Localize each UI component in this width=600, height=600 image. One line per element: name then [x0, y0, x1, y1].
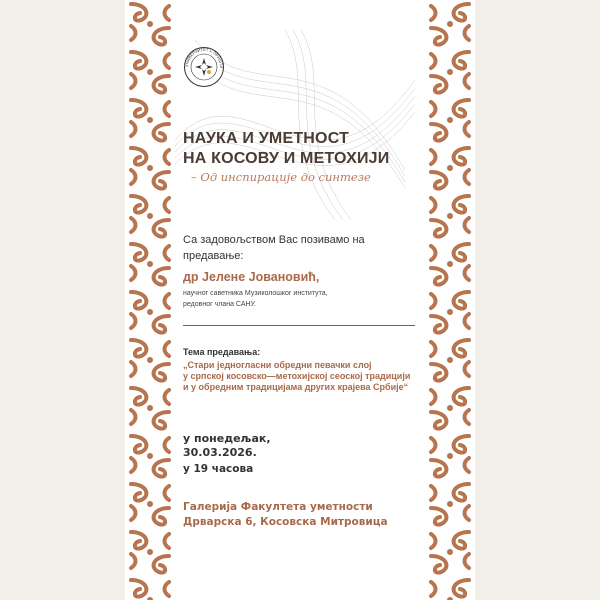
- speaker-name: др Јелене Јовановић,: [183, 270, 320, 284]
- venue: [183, 500, 388, 530]
- venue-name: Галерија Факултета уметности: [183, 501, 373, 513]
- event-day: у понедељак,: [183, 432, 271, 445]
- page-title: [183, 129, 389, 169]
- invitation-text: Са задовољством Вас позивамо на предавање:: [183, 234, 365, 262]
- event-time: у 19 часова: [183, 463, 254, 475]
- svg-text:УНИВЕРЗИТЕТ У ПРИШТИНИ: УНИВЕРЗИТЕТ У ПРИШТИ: [183, 46, 225, 69]
- subtitle: – Од инспирације до синтезе: [191, 170, 371, 184]
- venue-address: Дрварска 6, Косовска Митровица: [183, 516, 388, 528]
- topic-line-2: у српској косовско—метохијској сеоској традицији: [183, 371, 411, 381]
- topic-line-1: „Стари једногласни обредни певачки слој: [183, 360, 372, 370]
- invitation-card: [125, 0, 475, 600]
- speaker-role-line-1: научног саветника Музиколошког института,: [183, 290, 328, 297]
- divider: [183, 325, 415, 326]
- title-line-1: НАУКА И УМЕТНОСТ: [183, 130, 350, 147]
- university-seal-icon: [183, 46, 225, 88]
- title-line-2: НА КОСОВУ И МЕТОХИЈИ: [183, 150, 390, 167]
- right-ornament-border: [423, 0, 475, 600]
- event-date: [183, 432, 271, 460]
- speaker-role-line-2: редовног члана САНУ.: [183, 301, 257, 308]
- topic-line-3: и у обредним традицијама других крајева Србије“: [183, 382, 409, 392]
- event-date-value: 30.03.2026.: [183, 446, 257, 459]
- speaker-role: [183, 288, 383, 310]
- topic-title: [183, 360, 423, 393]
- topic-label: Тема предавања:: [183, 347, 261, 357]
